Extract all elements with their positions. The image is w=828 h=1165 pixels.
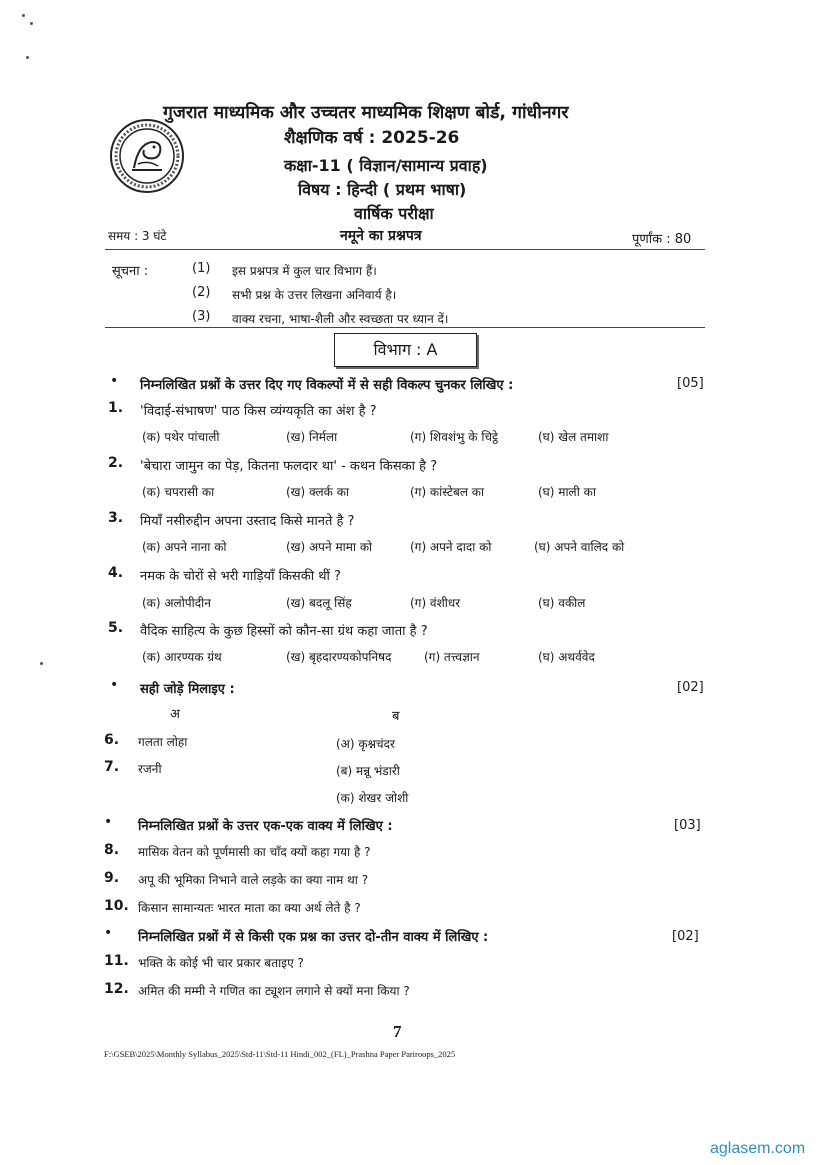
direction-text: निम्नलिखित प्रश्नों के उत्तर एक-एक वाक्य में लिखिए :	[138, 819, 393, 834]
question-number: 6.	[104, 732, 120, 748]
question-text: नमक के चोरों से भरी गाड़ियाँ किसकी थीं ?	[140, 569, 341, 584]
option: (घ) वकील	[538, 596, 586, 610]
question-text: अपू की भूमिका निभाने वाले लड़के का क्या नाम था ?	[138, 873, 369, 887]
question-number: 7.	[104, 759, 120, 775]
option: (क) आरण्यक ग्रंथ	[142, 650, 222, 664]
section-title: विभाग : A	[373, 340, 438, 359]
time-label: समय : 3 घंटे	[108, 229, 167, 243]
question-text: मासिक वेतन को पूर्णमासी का चाँद क्यों कहा गया है ?	[138, 845, 371, 859]
match-item: रजनी	[138, 762, 162, 776]
match-option: (क) शेखर जोशी	[336, 791, 409, 805]
question-number: 10.	[104, 898, 129, 914]
option: (घ) अपने वालिद को	[534, 540, 625, 554]
file-path: F:\GSEB\2025\Monthly Syllabus_2025\Std-11\Std-11 Hindi_002_(FL)_Prashna Paper Pariroops_2025	[104, 1049, 456, 1059]
class-title: कक्षा-11 ( विज्ञान/सामान्य प्रवाह)	[284, 156, 488, 175]
question-number: 4.	[108, 565, 124, 581]
match-option: (अ) कृश्नचंदर	[336, 737, 395, 751]
option: (ग) शिवशंभु के चिट्ठे	[410, 430, 498, 444]
question-text: मियाँ नसीरुद्दीन अपना उस्ताद किसे मानते है ?	[140, 514, 355, 529]
watermark: aglasem.com	[710, 1140, 806, 1157]
option: (ग) तत्त्वज्ञान	[424, 650, 480, 664]
exam-title: वार्षिक परीक्षा	[354, 204, 434, 223]
option: (क) अलोपीदीन	[142, 596, 211, 610]
board-logo-icon	[108, 116, 186, 196]
option: (क) पथेर पांचाली	[142, 430, 220, 444]
option: (ग) अपने दादा को	[410, 540, 492, 554]
direction-text: सही जोड़े मिलाइए :	[140, 682, 235, 697]
question-text: अमित की मम्मी ने गणित का ट्यूशन लगाने से क्यों मना किया ?	[138, 984, 410, 998]
question-text: वैदिक साहित्य के कुछ हिस्सों को कौन-सा ग्रंथ कहा जाता है ?	[140, 624, 428, 639]
instructions-divider	[105, 327, 705, 328]
instruction-num: (3)	[192, 309, 211, 324]
page-number: 7	[393, 1022, 402, 1041]
board-name: गुजरात माध्यमिक और उच्चतर माध्यमिक शिक्षण बोर्ड, गांधीनगर	[163, 103, 569, 123]
header-divider	[105, 249, 705, 250]
total-marks: पूर्णांक : 80	[632, 232, 692, 247]
marks-badge: [02]	[677, 680, 704, 695]
scan-speck	[22, 14, 25, 17]
option: (ख) निर्मला	[286, 430, 338, 444]
question-number: 3.	[108, 510, 124, 526]
bullet: •	[110, 373, 119, 389]
instruction-text: वाक्य रचना, भाषा-शैली और स्वच्छता पर ध्यान दें।	[232, 312, 449, 326]
option: (ख) क्लर्क का	[286, 485, 350, 499]
marks-badge: [03]	[674, 818, 701, 833]
question-number: 1.	[108, 400, 124, 416]
scan-speck	[26, 56, 29, 59]
question-number: 8.	[104, 842, 120, 858]
marks-badge: [02]	[672, 929, 699, 944]
question-number: 9.	[104, 870, 120, 886]
bullet: •	[110, 677, 119, 693]
instruction-text: इस प्रश्नपत्र में कुल चार विभाग हैं।	[232, 264, 377, 278]
column-b-header: ब	[392, 709, 400, 724]
instructions-label: सूचना :	[112, 264, 149, 279]
bullet: •	[104, 814, 113, 830]
option: (घ) खेल तमाशा	[538, 430, 609, 444]
column-a-header: अ	[170, 707, 180, 722]
question-text: 'विदाई-संभाषण' पाठ किस व्यंग्यकृति का अंश है ?	[140, 404, 377, 419]
question-text: 'बेचारा जामुन का पेड़, कितना फलदार था' - कथन किसका है ?	[140, 459, 438, 474]
question-number: 11.	[104, 953, 129, 969]
academic-year: शैक्षणिक वर्ष : 2025-26	[284, 128, 460, 148]
instruction-num: (2)	[192, 285, 211, 300]
match-item: गलता लोहा	[138, 735, 188, 749]
option: (घ) माली का	[538, 485, 596, 499]
instruction-num: (1)	[192, 261, 211, 276]
option: (ख) बदलू सिंह	[286, 596, 352, 610]
paper-title: नमूने का प्रश्नपत्र	[340, 228, 422, 244]
match-option: (ब) मन्नू भंडारी	[336, 764, 400, 778]
scan-speck	[30, 22, 33, 25]
instruction-text: सभी प्रश्न के उत्तर लिखना अनिवार्य है।	[232, 288, 397, 302]
question-text: किसान सामान्यतः भारत माता का क्या अर्थ लेते है ?	[138, 901, 361, 915]
option: (ग) कांस्टेबल का	[410, 485, 485, 499]
scan-speck	[40, 662, 43, 665]
option: (क) चपरासी का	[142, 485, 215, 499]
question-text: भक्ति के कोई भी चार प्रकार बताइए ?	[138, 956, 304, 970]
bullet: •	[104, 925, 113, 941]
option: (क) अपने नाना को	[142, 540, 227, 554]
option: (ख) बृहदारण्यकोपनिषद	[286, 650, 392, 664]
option: (ग) वंशीधर	[410, 596, 461, 610]
question-number: 5.	[108, 620, 124, 636]
option: (ख) अपने मामा को	[286, 540, 373, 554]
section-heading	[334, 333, 477, 367]
question-number: 12.	[104, 981, 129, 997]
direction-text: निम्नलिखित प्रश्नों में से किसी एक प्रश्न का उत्तर दो-तीन वाक्य में लिखिए :	[138, 930, 489, 945]
subject-title: विषय : हिन्दी ( प्रथम भाषा)	[298, 180, 467, 199]
question-number: 2.	[108, 455, 124, 471]
option: (घ) अथर्ववेद	[538, 650, 595, 664]
direction-text: निम्नलिखित प्रश्नों के उत्तर दिए गए विकल्पों में से सही विकल्प चुनकर लिखिए :	[140, 378, 514, 393]
marks-badge: [05]	[677, 376, 704, 391]
